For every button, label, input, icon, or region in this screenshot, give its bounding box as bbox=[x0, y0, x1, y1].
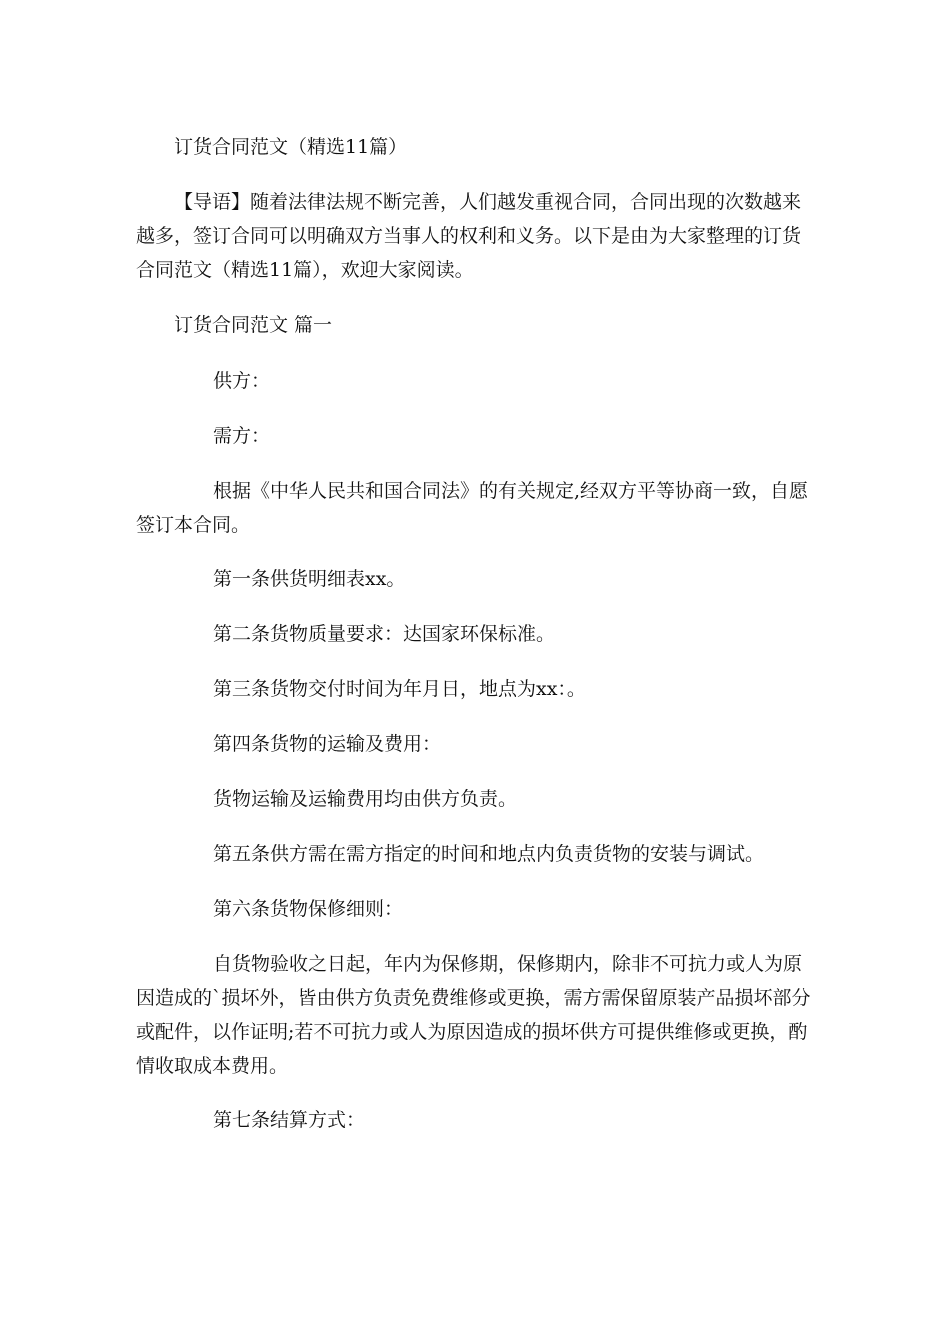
paragraph-legal-basis: 根据《中华人民共和国合同法》的有关规定,经双方平等协商一致，自愿签订本合同。 bbox=[136, 480, 809, 536]
paragraph-article-2: 第二条货物质量要求：达国家环保标准。 bbox=[213, 623, 556, 645]
paragraph-article-5: 第五条供方需在需方指定的时间和地点内负责货物的安装与调试。 bbox=[213, 843, 765, 865]
paragraph-article-3: 第三条货物交付时间为年月日，地点为xx：。 bbox=[213, 678, 586, 700]
paragraph-article-6: 第六条货物保修细则： bbox=[213, 898, 404, 920]
document-title: 订货合同范文（精选11篇） bbox=[174, 136, 408, 158]
paragraph-supplier: 供方： bbox=[213, 370, 271, 392]
paragraph-article-4: 第四条货物的运输及费用： bbox=[213, 733, 442, 755]
paragraph-article-1: 第一条供货明细表xx。 bbox=[213, 568, 406, 590]
paragraph-buyer: 需方： bbox=[213, 425, 271, 447]
paragraph-transport: 货物运输及运输费用均由供方负责。 bbox=[213, 788, 518, 810]
paragraph-article-7: 第七条结算方式： bbox=[213, 1109, 366, 1131]
intro-paragraph: 【导语】随着法律法规不断完善，人们越发重视合同，合同出现的次数越来越多，签订合同可以明确双方当事人的权利和义务。以下是由为大家整理的订货合同范文（精选11篇），欢迎大家阅读。 bbox=[136, 191, 802, 281]
section-title: 订货合同范文 篇一 bbox=[174, 314, 333, 336]
paragraph-warranty: 自货物验收之日起，年内为保修期，保修期内，除非不可抗力或人为原因造成的`损坏外，皆由供方负责免费维修或更换，需方需保留原装产品损坏部分或配件，以作证明;若不可抗力或人为原因造成的损坏供方可提供维修或更换，酌情收取成本费用。 bbox=[136, 953, 811, 1077]
